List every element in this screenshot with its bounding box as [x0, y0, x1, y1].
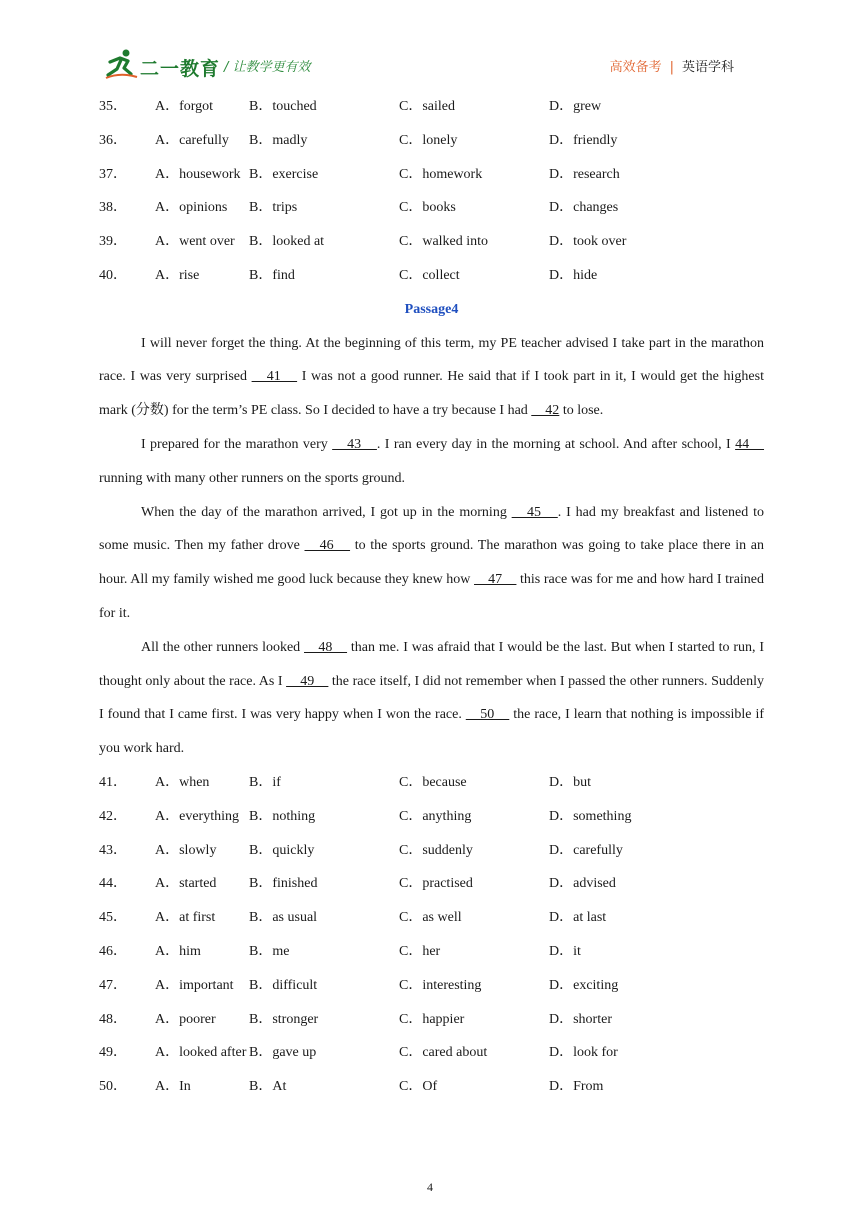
question-number: 37．	[99, 166, 127, 182]
paragraph-4	[99, 631, 764, 766]
option-a: A．In	[155, 1079, 191, 1095]
option-d: D．shorter	[549, 1011, 612, 1027]
question-number: 39．	[99, 234, 127, 250]
option-c: C．her	[399, 943, 441, 959]
text-run: I will never forget the thing. At the beginning of this term, my PE teacher advised I take part in the marathon race. I was very surprised	[99, 335, 764, 385]
question-number: 35．	[99, 99, 127, 114]
question-row	[99, 191, 764, 225]
option-a: A．important	[155, 977, 234, 993]
logo-text: 二一教育	[140, 58, 221, 80]
option-d: D．grew	[549, 99, 602, 114]
option-c: C．collect	[399, 267, 460, 283]
question-row	[99, 225, 764, 259]
option-d: D．changes	[549, 200, 619, 216]
option-b: B．stronger	[249, 1011, 319, 1027]
option-c: C．walked into	[399, 234, 489, 250]
question-row	[99, 901, 764, 935]
option-a: A．slowly	[155, 842, 217, 858]
option-d: D．hide	[549, 267, 598, 283]
blank-47: ＿47＿	[474, 572, 517, 588]
page-number: 4	[427, 1180, 433, 1194]
blank-49: ＿49＿	[286, 673, 329, 689]
option-d: D．look for	[549, 1045, 618, 1061]
question-number: 50．	[99, 1079, 127, 1095]
question-row	[99, 158, 764, 192]
option-c: C．homework	[399, 166, 483, 182]
option-c: C．as well	[399, 910, 462, 926]
text-run: . I ran every day in the morning at school. And after school, I	[376, 436, 736, 452]
blank-43: ＿43＿	[332, 436, 377, 452]
option-c: C．lonely	[399, 132, 458, 148]
text-run: the race, I learn that nothing is impossible if you work hard.	[99, 707, 764, 757]
option-c: C．happier	[399, 1011, 465, 1027]
question-number: 47．	[99, 977, 127, 993]
passage-title: Passage4	[404, 301, 459, 317]
question-number: 49．	[99, 1045, 127, 1061]
question-options-41-50	[99, 766, 764, 1104]
option-c: C．Of	[399, 1079, 438, 1095]
paragraph-1	[99, 327, 764, 428]
option-b: B．nothing	[249, 808, 316, 824]
question-number: 38．	[99, 200, 127, 216]
option-a: A．housework	[155, 166, 241, 182]
blank-41: ＿41＿	[251, 369, 298, 385]
option-a: A．poorer	[155, 1011, 216, 1027]
option-a: A．everything	[155, 808, 239, 824]
question-number: 40．	[99, 267, 127, 283]
question-number: 41．	[99, 774, 127, 790]
logo	[104, 48, 221, 80]
runner-icon	[104, 48, 138, 80]
option-d: D．took over	[549, 234, 627, 250]
document-body	[99, 90, 764, 1104]
option-d: D．at last	[549, 910, 607, 926]
option-a: A．him	[155, 943, 201, 959]
text-run: I was not a good runner. He said that if I took part in it, I would get the highest mark (分数) for the term’s PE class. So I decided to have a try because I had	[99, 369, 764, 419]
header-tags	[610, 56, 734, 75]
text-run: to lose.	[559, 403, 604, 419]
text-run: this race was for me and how hard I trained for it.	[99, 572, 765, 621]
option-b: B．trips	[249, 200, 298, 216]
option-a: A．when	[155, 774, 210, 790]
text-run: . I had my breakfast and listened to some music. Then my father drove	[99, 504, 764, 554]
option-c: C．because	[399, 774, 467, 790]
option-d: D．carefully	[549, 842, 623, 858]
option-c: C．suddenly	[399, 842, 473, 858]
question-number: 48．	[99, 1011, 127, 1027]
option-b: B．touched	[249, 99, 317, 114]
question-number: 44．	[99, 876, 127, 892]
option-b: B．if	[249, 774, 281, 790]
option-c: C．interesting	[399, 977, 482, 993]
option-b: B．find	[249, 267, 295, 283]
option-b: B．madly	[249, 132, 308, 148]
question-row	[99, 935, 764, 969]
option-b: B．At	[249, 1079, 287, 1095]
blank-50: ＿50＿	[465, 707, 510, 723]
option-a: A．looked after	[155, 1045, 247, 1061]
option-b: B．quickly	[249, 842, 315, 858]
question-options-35-40	[99, 90, 764, 293]
paragraph-3	[99, 496, 764, 631]
text-run: than me. I was afraid that I would be the last. But when I started to run, I thought only about the race. As I	[99, 639, 765, 689]
blank-48: ＿48＿	[304, 639, 348, 655]
blank-46: ＿46＿	[304, 538, 351, 554]
text-run: When the day of the marathon arrived, I got up in the morning	[141, 504, 512, 520]
option-a: A．started	[155, 876, 217, 892]
option-a: A．opinions	[155, 200, 228, 216]
option-b: B．gave up	[249, 1045, 317, 1061]
text-run: I prepared for the marathon very	[141, 436, 333, 452]
slogan: / 让教学更有效	[224, 60, 311, 75]
question-row	[99, 124, 764, 158]
text-run: running with many other runners on the sports ground.	[99, 470, 406, 486]
option-d: D．exciting	[549, 977, 619, 993]
option-d: D．From	[549, 1079, 604, 1095]
option-a: A．rise	[155, 267, 200, 283]
option-d: D．but	[549, 774, 591, 790]
option-c: C．books	[399, 200, 456, 216]
paragraph-2	[99, 428, 764, 496]
option-b: B．as usual	[249, 910, 318, 926]
option-b: B．exercise	[249, 166, 319, 182]
tag-subject: 英语学科	[681, 60, 734, 75]
option-d: D．advised	[549, 876, 616, 892]
question-number: 46．	[99, 943, 127, 959]
option-c: C．practised	[399, 876, 473, 892]
tag-exam-prep: 高效备考	[609, 60, 662, 75]
page-header	[0, 0, 860, 90]
option-a: A．carefully	[155, 132, 229, 148]
option-b: B．me	[249, 943, 290, 959]
option-c: C．cared about	[399, 1045, 488, 1061]
question-row	[99, 867, 764, 901]
option-b: B．looked at	[249, 234, 325, 250]
question-row	[99, 800, 764, 834]
option-d: D．something	[549, 808, 632, 824]
blank-45: ＿45＿	[511, 504, 558, 520]
blank-42: ＿42	[531, 403, 560, 419]
option-a: A．forgot	[155, 99, 214, 114]
text-run: to the sports ground. The marathon was going to take place there in an hour. All my family wished me good luck because they knew how	[99, 538, 765, 588]
option-c: C．sailed	[399, 99, 455, 114]
option-d: D．research	[549, 166, 620, 182]
tag-separator: |	[669, 60, 674, 75]
question-number: 42．	[99, 808, 127, 824]
text-run: the race itself, I did not remember when I passed the other runners. Suddenly I found that I came first. I was very happy when I won the race.	[99, 673, 764, 723]
question-row	[99, 1070, 764, 1104]
question-row	[99, 969, 764, 1003]
text-run: All the other runners looked	[141, 639, 305, 655]
question-row	[99, 834, 764, 868]
blank-44: 44＿	[735, 436, 765, 452]
question-row	[99, 766, 764, 800]
question-row	[99, 259, 764, 293]
option-a: A．at first	[155, 910, 216, 926]
question-number: 36．	[99, 132, 127, 148]
option-d: D．friendly	[549, 132, 618, 148]
option-b: B．finished	[249, 876, 318, 892]
question-number: 45．	[99, 910, 127, 926]
question-row	[99, 1003, 764, 1037]
option-a: A．went over	[155, 234, 235, 250]
option-b: B．difficult	[249, 977, 318, 993]
question-number: 43．	[99, 842, 127, 858]
question-row	[99, 1036, 764, 1070]
option-d: D．it	[549, 943, 581, 959]
option-c: C．anything	[399, 808, 472, 824]
question-row	[99, 90, 764, 124]
